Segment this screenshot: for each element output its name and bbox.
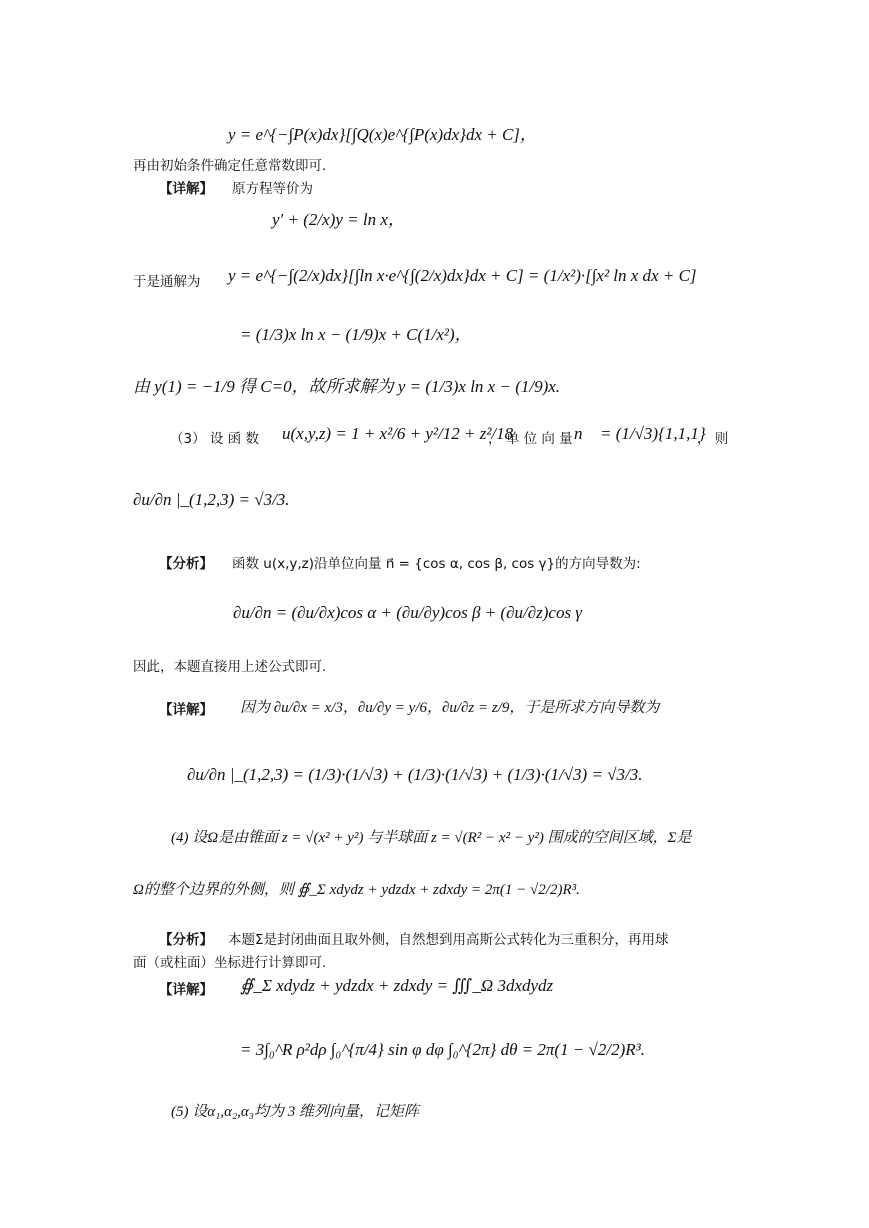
formula-final-solution: 由 y(1) = −1/9 得 C=0，故所求解为 y = (1/3)x ln x − (1/9)x. [133,377,561,396]
formula-partials: 因为 ∂u/∂x = x/3，∂u/∂y = y/6，∂u/∂z = z/9，于是所求方向导数为 [240,700,660,716]
problem-5-statement: (5) 设α₁,α₂,α₃均为 3 维列向量，记矩阵 [171,1104,420,1120]
section-tag-detail: 【详解】 [159,702,213,718]
text-line: 再由初始条件确定任意常数即可. [133,158,327,174]
formula-answer-3-detail: ∂u/∂n |_(1,2,3) = (1/3)·(1/√3) + (1/3)·(1/√3) + (1/3)·(1/√3) = √3/3. [187,765,643,784]
text-line: 因此，本题直接用上述公式即可. [133,659,327,675]
formula-spherical-integral: = 3∫₀^R ρ²dρ ∫₀^{π/4} sin φ dφ ∫₀^{2π} dθ = 2π(1 − √2/2)R³. [240,1040,646,1059]
formula-result: = (1/3)x ln x − (1/9)x + C(1/x²)， [240,325,472,344]
section-tag-detail: 【详解】 [159,982,213,998]
problem-4-statement-cont: Ω的整个边界的外侧，则 ∯_Σ xdydz + ydzdx + zdxdy = 2π(1 − √2/2)R³. [133,882,580,898]
formula-gauss: ∯_Σ xdydz + ydzdx + zdxdy = ∭_Ω 3dxdydz [240,976,554,995]
formula-equation: y′ + (2/x)y = ln x， [272,210,405,229]
section-tag-analysis: 【分析】 [159,932,213,948]
formula-unit-vector: n⃗ = (1/√3){1,1,1} [574,424,706,443]
text-line: 函数 u(x,y,z)沿单位向量 n⃗ = {cos α, cos β, cos γ}的方向导数为: [232,556,641,572]
text-line: 原方程等价为 [232,181,313,197]
text-line: ， 单 位 向 量 [488,431,573,447]
formula-general-solution-2: y = e^{−∫(2/x)dx}[∫ln x·e^{∫(2/x)dx}dx + C] = (1/x²)·[∫x² ln x dx + C] [228,266,697,285]
text-line: 于是通解为 [133,274,201,290]
text-line: ， 则 [697,431,729,447]
formula-u-definition: u(x,y,z) = 1 + x²/6 + y²/12 + z²/18 [282,424,514,443]
text-line: 本题Σ是封闭曲面且取外侧，自然想到用高斯公式转化为三重积分，再用球 [228,932,669,948]
section-tag-detail: 【详解】 [159,181,213,197]
formula-answer-3: ∂u/∂n |_(1,2,3) = √3/3. [133,490,290,509]
formula-general-solution: y = e^{−∫P(x)dx}[∫Q(x)e^{∫P(x)dx}dx + C]， [228,125,537,144]
text-line: 面（或柱面）坐标进行计算即可. [133,955,327,971]
problem-3-label: （3） 设 函 数 [170,431,259,447]
section-tag-analysis: 【分析】 [159,556,213,572]
formula-directional-derivative: ∂u/∂n = (∂u/∂x)cos α + (∂u/∂y)cos β + (∂u/∂z)cos γ [233,603,583,622]
problem-4-statement: (4) 设Ω是由锥面 z = √(x² + y²) 与半球面 z = √(R² − x² − y²) 围成的空间区域，Σ是 [171,830,692,846]
